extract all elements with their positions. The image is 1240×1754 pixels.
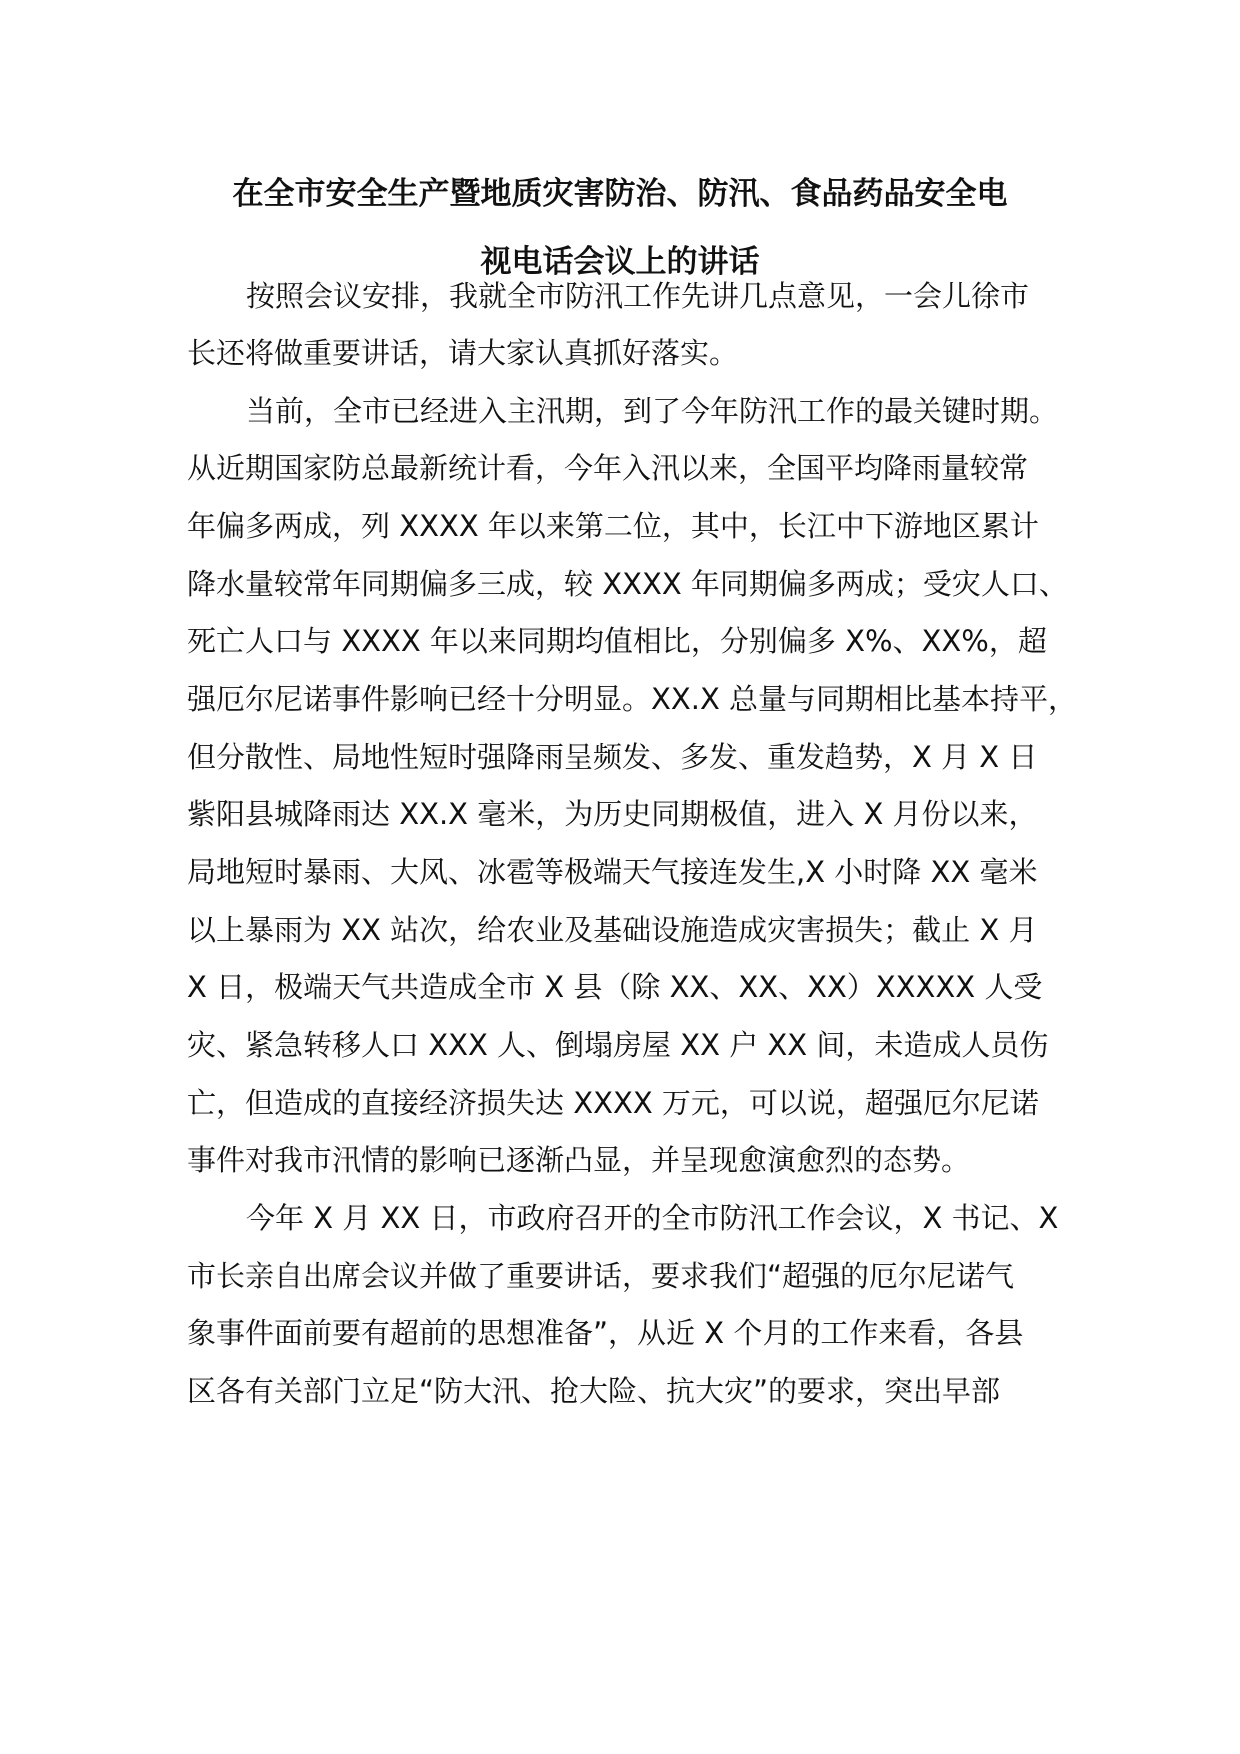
paragraph-2-line: 强厄尔尼诺事件影响已经十分明显。XX.X 总量与同期相比基本持平， [187, 682, 1078, 716]
paragraph-2-line: 局地短时暴雨、大风、冰雹等极端天气接连发生,X 小时降 XX 毫米 [187, 855, 1038, 889]
paragraph-2-line: 亡，但造成的直接经济损失达 XXXX 万元，可以说，超强厄尔尼诺 [187, 1086, 1039, 1120]
paragraph-3-line: 区各有关部门立足“防大汛、抢大险、抗大灾”的要求，突出早部 [187, 1374, 1001, 1408]
paragraph-2-line: 年偏多两成，列 XXXX 年以来第二位，其中，长江中下游地区累计 [187, 509, 1039, 543]
paragraph-3-line: 象事件面前要有超前的思想准备”，从近 X 个月的工作来看，各县 [187, 1316, 1024, 1350]
paragraph-2-line: 从近期国家防总最新统计看，今年入汛以来，全国平均降雨量较常 [187, 451, 1029, 485]
paragraph-3-line: 市长亲自出席会议并做了重要讲话，要求我们“超强的厄尔尼诺气 [187, 1259, 1015, 1293]
paragraph-2-line: 但分散性、局地性短时强降雨呈频发、多发、重发趋势，X 月 X 日 [187, 740, 1038, 774]
paragraph-2-line: 降水量较常年同期偏多三成，较 XXXX 年同期偏多两成；受灾人口、 [187, 567, 1068, 601]
paragraph-1-line: 按照会议安排，我就全市防汛工作先讲几点意见，一会儿徐市 [246, 279, 1030, 313]
paragraph-2-line: 事件对我市汛情的影响已逐渐凸显，并呈现愈演愈烈的态势。 [187, 1143, 971, 1177]
paragraph-2-line: 当前，全市已经进入主汛期，到了今年防汛工作的最关键时期。 [246, 394, 1059, 428]
paragraph-3-line: 今年 X 月 XX 日，市政府召开的全市防汛工作会议，X 书记、X [246, 1201, 1059, 1235]
paragraph-2-line: 灾、紧急转移人口 XXX 人、倒塌房屋 XX 户 XX 间，未造成人员伤 [187, 1028, 1049, 1062]
document-title-line-1: 在全市安全生产暨地质灾害防治、防汛、食品药品安全电 [232, 176, 1008, 212]
paragraph-2-line: 紫阳县城降雨达 XX.X 毫米，为历史同期极值，进入 X 月份以来， [187, 797, 1038, 831]
paragraph-1-line: 长还将做重要讲话，请大家认真抓好落实。 [187, 336, 739, 370]
paragraph-2-line: 以上暴雨为 XX 站次，给农业及基础设施造成灾害损失；截止 X 月 [187, 913, 1038, 947]
document-title-line-2: 视电话会议上的讲话 [480, 244, 760, 280]
paragraph-2-line: X 日，极端天气共造成全市 X 县（除 XX、XX、XX）XXXXX 人受 [187, 970, 1043, 1004]
paragraph-2-line: 死亡人口与 XXXX 年以来同期均值相比，分别偏多 X%、XX%，超 [187, 624, 1047, 658]
